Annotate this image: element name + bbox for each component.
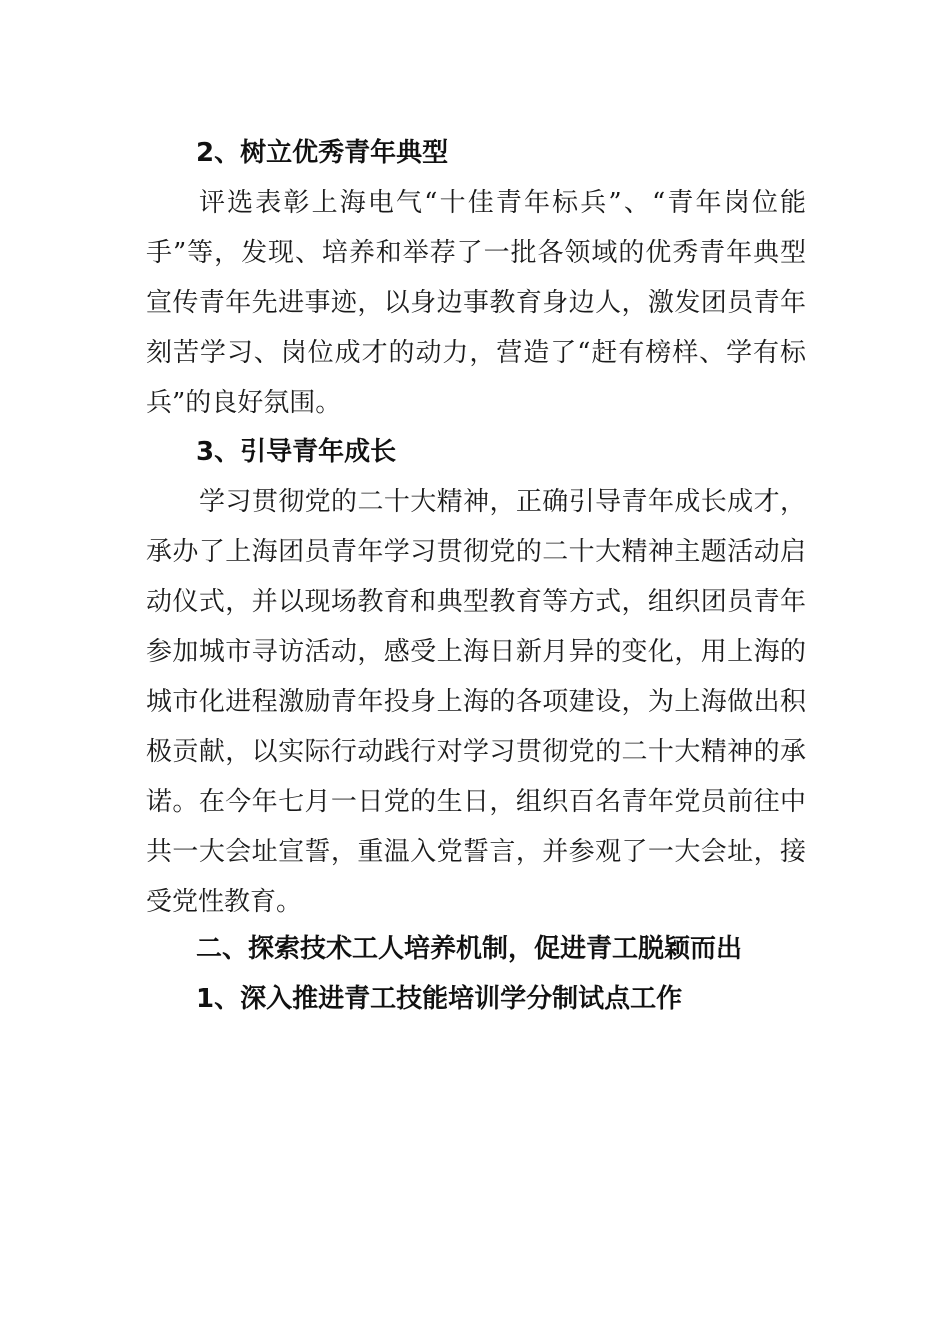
section-heading: 3、引导青年成长 [196,437,397,467]
paragraph-line: 评选表彰上海电气“十佳青年标兵”、“青年岗位能 [199,188,806,218]
paragraph-line: 承办了上海团员青年学习贯彻党的二十大精神主题活动启 [146,537,806,567]
major-heading: 二、探索技术工人培养机制，促进青工脱颖而出 [196,934,743,964]
paragraph-line: 刻苦学习、岗位成才的动力，营造了“赶有榜样、学有标 [146,338,806,368]
sub-heading: 1、深入推进青工技能培训学分制试点工作 [196,984,683,1014]
paragraph-line: 城市化进程激励青年投身上海的各项建设，为上海做出积 [146,687,806,717]
paragraph-line: 动仪式，并以现场教育和典型教育等方式，组织团员青年 [146,587,806,617]
section-heading: 2、树立优秀青年典型 [196,138,449,168]
paragraph-line: 受党性教育。 [146,887,303,917]
paragraph-line: 参加城市寻访活动，感受上海日新月异的变化，用上海的 [146,637,806,667]
paragraph-line: 兵”的良好氛围。 [146,388,342,418]
paragraph-line: 手”等，发现、培养和举荐了一批各领域的优秀青年典型 [146,238,806,268]
paragraph-line: 宣传青年先进事迹，以身边事教育身边人，激发团员青年 [146,288,806,318]
paragraph-line: 极贡献，以实际行动践行对学习贯彻党的二十大精神的承 [146,737,806,767]
paragraph-line: 学习贯彻党的二十大精神，正确引导青年成长成才， [199,487,806,517]
paragraph-line: 共一大会址宣誓，重温入党誓言，并参观了一大会址，接 [146,837,806,867]
paragraph-line: 诺。在今年七月一日党的生日，组织百名青年党员前往中 [146,787,806,817]
